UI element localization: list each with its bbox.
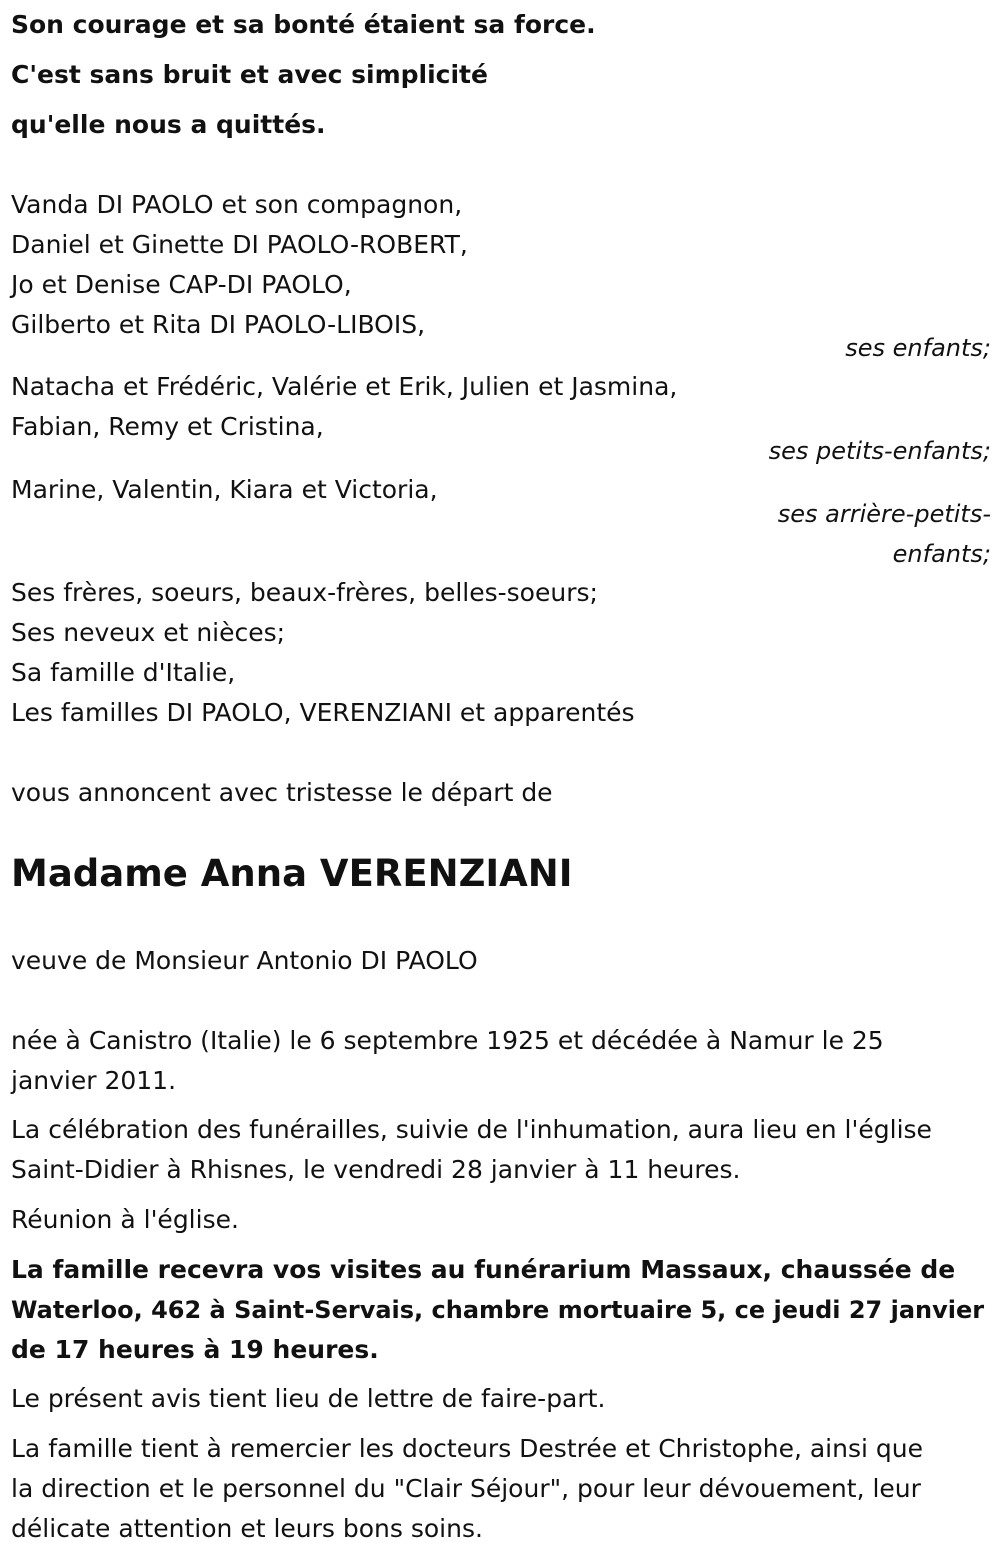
notice: Le présent avis tient lieu de lettre de faire-part. bbox=[11, 1384, 606, 1413]
visits-line-1: La famille recevra vos visites au funérarium Massaux, chaussée de bbox=[11, 1255, 956, 1284]
birth-death-line-2: janvier 2011. bbox=[11, 1066, 177, 1095]
great-grandchildren-label-1: ses arrière-petits- bbox=[777, 500, 991, 528]
children-label: ses enfants; bbox=[845, 334, 991, 362]
family-line-3: Sa famille d'Italie, bbox=[11, 658, 236, 687]
meeting: Réunion à l'église. bbox=[11, 1205, 239, 1234]
ceremony-line-2: Saint-Didier à Rhisnes, le vendredi 28 janvier à 11 heures. bbox=[11, 1155, 741, 1184]
family-line-4: Les familles DI PAOLO, VERENZIANI et apparentés bbox=[11, 698, 635, 727]
grandchild-line-1: Natacha et Frédéric, Valérie et Erik, Julien et Jasmina, bbox=[11, 372, 678, 401]
family-line-2: Ses neveux et nièces; bbox=[11, 618, 286, 647]
thanks-line-3: délicate attention et leurs bons soins. bbox=[11, 1514, 483, 1543]
great-grandchildren-label-2: enfants; bbox=[892, 540, 991, 568]
widow-of: veuve de Monsieur Antonio DI PAOLO bbox=[11, 946, 478, 975]
grandchildren-label: ses petits-enfants; bbox=[768, 437, 991, 465]
thanks-line-1: La famille tient à remercier les docteurs Destrée et Christophe, ainsi que bbox=[11, 1434, 923, 1463]
child-line-3: Jo et Denise CAP-DI PAOLO, bbox=[11, 270, 352, 299]
visits-line-3: de 17 heures à 19 heures. bbox=[11, 1335, 379, 1364]
child-line-1: Vanda DI PAOLO et son compagnon, bbox=[11, 190, 463, 219]
family-line-1: Ses frères, soeurs, beaux-frères, belles-soeurs; bbox=[11, 578, 598, 607]
thanks-line-2: la direction et le personnel du "Clair Séjour", pour leur dévouement, leur bbox=[11, 1474, 921, 1503]
child-line-2: Daniel et Ginette DI PAOLO-ROBERT, bbox=[11, 230, 468, 259]
ceremony-line-1: La célébration des funérailles, suivie de l'inhumation, aura lieu en l'église bbox=[11, 1115, 932, 1144]
birth-death-line-1: née à Canistro (Italie) le 6 septembre 1925 et décédée à Namur le 25 bbox=[11, 1026, 884, 1055]
child-line-4: Gilberto et Rita DI PAOLO-LIBOIS, bbox=[11, 310, 426, 339]
great-grandchild-line-1: Marine, Valentin, Kiara et Victoria, bbox=[11, 475, 438, 504]
epigraph-line-1: Son courage et sa bonté étaient sa force. bbox=[11, 10, 596, 39]
visits-line-2: Waterloo, 462 à Saint-Servais, chambre mortuaire 5, ce jeudi 27 janvier bbox=[11, 1296, 985, 1324]
announcement: vous annoncent avec tristesse le départ de bbox=[11, 778, 553, 807]
epigraph-line-2: C'est sans bruit et avec simplicité bbox=[11, 60, 488, 89]
grandchild-line-2: Fabian, Remy et Cristina, bbox=[11, 412, 324, 441]
epigraph-line-3: qu'elle nous a quittés. bbox=[11, 110, 326, 139]
deceased-name: Madame Anna VERENZIANI bbox=[11, 852, 573, 895]
